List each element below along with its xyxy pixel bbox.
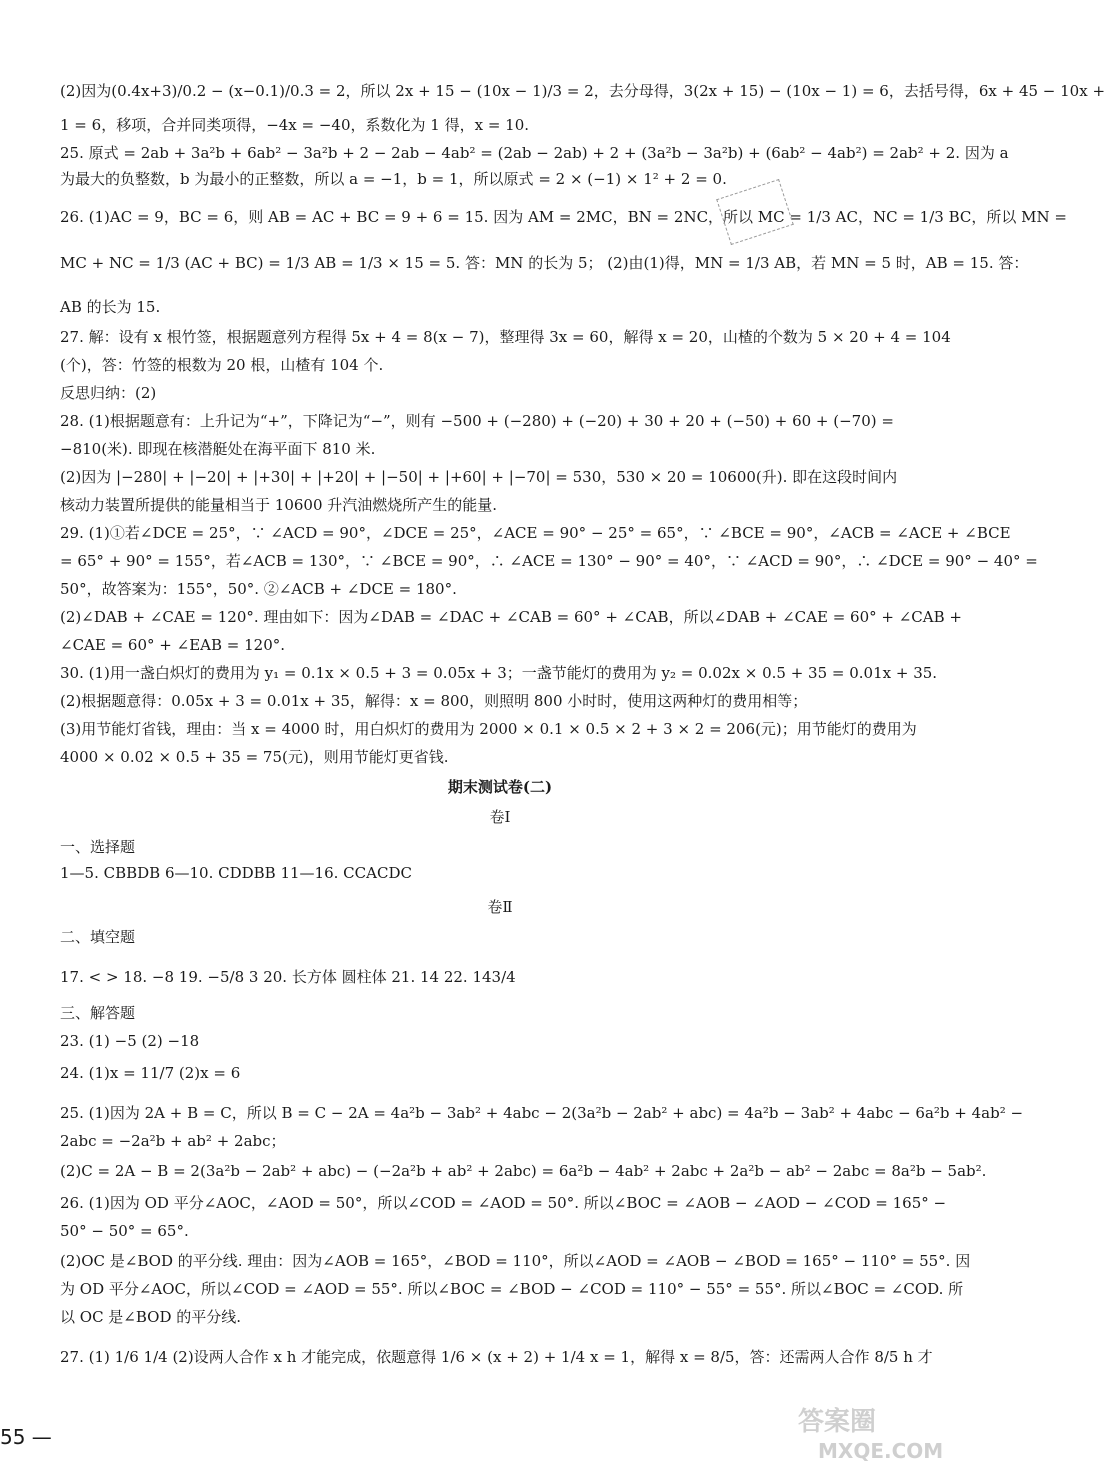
- text-line: 28. (1)根据题意有：上升记为“+”，下降记为“−”，则有 −500 + (−280) + (−20) + 30 + 20 + (−50) + 60 + (−70) =: [60, 412, 894, 430]
- text-line: 为最大的负整数，b 为最小的正整数，所以 a = −1，b = 1，所以原式 = 2 × (−1) × 1² + 2 = 0.: [60, 170, 727, 188]
- text-line: 27. (1) 1/6 1/4 (2)设两人合作 x h 才能完成，依题意得 1/6 × (x + 2) + 1/4 x = 1，解得 x = 8/5，答：还需两人合作 8/5 h 才: [60, 1348, 933, 1366]
- text-line: 50° − 50° = 65°.: [60, 1222, 189, 1240]
- text-line: AB 的长为 15.: [60, 298, 161, 316]
- text-line: 以 OC 是∠BOD 的平分线.: [60, 1308, 242, 1326]
- text-line: 27. 解：设有 x 根竹签，根据题意列方程得 5x + 4 = 8(x − 7)，整理得 3x = 60，解得 x = 20，山楂的个数为 5 × 20 + 4 = 104: [60, 328, 951, 346]
- text-line: (3)用节能灯省钱，理由：当 x = 4000 时，用白炽灯的费用为 2000 × 0.1 × 0.5 × 2 + 3 × 2 = 206(元)；用节能灯的费用为: [60, 720, 917, 738]
- page-number: 55 —: [0, 1425, 52, 1449]
- section-title: 期末测试卷(二): [447, 778, 553, 796]
- text-line: 核动力装置所提供的能量相当于 10600 升汽油燃烧所产生的能量.: [60, 496, 498, 514]
- svg-text:答案圈: 答案圈: [798, 1407, 877, 1437]
- text-line: 25. 原式 = 2ab + 3a²b + 6ab² − 3a²b + 2 − 2ab − 4ab² = (2ab − 2ab) + 2 + (3a²b − 3a²b) + (6ab² − 4ab²) = 2ab² + 2. 因为 a: [60, 144, 1009, 162]
- text-line: 反思归纳：(2): [60, 384, 157, 402]
- text-line: 26. (1)因为 OD 平分∠AOC，∠AOD = 50°，所以∠COD = ∠AOD = 50°. 所以∠BOC = ∠AOB − ∠AOD − ∠COD = 165° −: [60, 1194, 947, 1212]
- section-heading: 二、填空题: [60, 928, 136, 946]
- text-line: 1—5. CBBDB 6—10. CDDBB 11—16. CCACDC: [60, 864, 412, 882]
- section-heading: 一、选择题: [60, 838, 136, 856]
- text-line: (2)∠DAB + ∠CAE = 120°. 理由如下：因为∠DAB = ∠DAC + ∠CAB = 60° + ∠CAB，所以∠DAB + ∠CAE = 60° + ∠CAB +: [60, 608, 962, 626]
- text-line: −810(米). 即现在核潜艇处在海平面下 810 米.: [60, 440, 376, 458]
- text-line: ∠CAE = 60° + ∠EAB = 120°.: [60, 636, 285, 654]
- text-line: (2)因为(0.4x+3)/0.2 − (x−0.1)/0.3 = 2，所以 2x + 15 − (10x − 1)/3 = 2，去分母得，3(2x + 15) − (10x − 1) = 6，去括号得，6x + 45 − 10x +: [60, 82, 1105, 100]
- text-line: 4000 × 0.02 × 0.5 + 35 = 75(元)，则用节能灯更省钱.: [60, 748, 449, 766]
- text-line: (2)OC 是∠BOD 的平分线. 理由：因为∠AOB = 165°，∠BOD = 110°，所以∠AOD = ∠AOB − ∠BOD = 165° − 110° = 55°. 因: [60, 1252, 971, 1270]
- text-line: (2)因为 |−280| + |−20| + |+30| + |+20| + |−50| + |+60| + |−70| = 530，530 × 20 = 10600(升). 即在这段时间内: [60, 468, 898, 486]
- text-line: 24. (1)x = 11/7 (2)x = 6: [60, 1064, 241, 1082]
- text-line: 25. (1)因为 2A + B = C，所以 B = C − 2A = 4a²b − 3ab² + 4abc − 2(3a²b − 2ab² + abc) = 4a²b − 3ab² + 4abc − 6a²b + 4ab² −: [60, 1104, 1024, 1122]
- text-line: MC + NC = 1/3 (AC + BC) = 1/3 AB = 1/3 × 15 = 5. 答：MN 的长为 5； (2)由(1)得，MN = 1/3 AB，若 MN = 5 时，AB = 15. 答：: [60, 254, 1029, 272]
- text-line: 29. (1)①若∠DCE = 25°，∵ ∠ACD = 90°，∠DCE = 25°，∠ACE = 90° − 25° = 65°，∵ ∠BCE = 90°，∠ACB = ∠ACE + ∠BCE: [60, 524, 1011, 542]
- part-title: 卷Ⅰ: [489, 808, 511, 826]
- text-line: 30. (1)用一盏白炽灯的费用为 y₁ = 0.1x × 0.5 + 3 = 0.05x + 3；一盏节能灯的费用为 y₂ = 0.02x × 0.5 + 35 = 0.01x + 35.: [60, 664, 938, 682]
- watermark-logo: [790, 1400, 980, 1464]
- text-line: 26. (1)AC = 9，BC = 6，则 AB = AC + BC = 9 + 6 = 15. 因为 AM = 2MC，BN = 2NC，所以 MC = 1/3 AC，NC = 1/3 BC，所以 MN =: [60, 208, 1067, 226]
- text-line: 50°，故答案为：155°，50°. ②∠ACB + ∠DCE = 180°.: [60, 580, 457, 598]
- watermark-text: MXQE.COM: [818, 1439, 944, 1463]
- section-heading: 三、解答题: [60, 1004, 136, 1022]
- text-line: 23. (1) −5 (2) −18: [60, 1032, 200, 1050]
- part-title: 卷Ⅱ: [487, 898, 513, 916]
- text-line: 1 = 6，移项，合并同类项得，−4x = −40，系数化为 1 得，x = 10.: [60, 116, 530, 134]
- text-line: 为 OD 平分∠AOC，所以∠COD = ∠AOD = 55°. 所以∠BOC = ∠BOD − ∠COD = 110° − 55° = 55°. 所以∠BOC = ∠COD. 所: [60, 1280, 964, 1298]
- text-line: 17. < > 18. −8 19. −5/8 3 20. 长方体 圆柱体 21. 14 22. 143/4: [60, 968, 516, 986]
- text-line: (2)根据题意得：0.05x + 3 = 0.01x + 35，解得：x = 800，则照明 800 小时时，使用这两种灯的费用相等；: [60, 692, 808, 710]
- text-line: = 65° + 90° = 155°，若∠ACB = 130°，∵ ∠BCE = 90°，∴ ∠ACE = 130° − 90° = 40°，∵ ∠ACD = 90°，∴ ∠DCE = 90° − 40° =: [60, 552, 1038, 570]
- text-line: 2abc = −2a²b + ab² + 2abc；: [60, 1132, 286, 1150]
- text-line: (个)，答：竹签的根数为 20 根，山楂有 104 个.: [60, 356, 384, 374]
- text-line: (2)C = 2A − B = 2(3a²b − 2ab² + abc) − (−2a²b + ab² + 2abc) = 6a²b − 4ab² + 2abc + 2a²b − ab² − 2abc = 8a²b − 5ab².: [60, 1162, 987, 1180]
